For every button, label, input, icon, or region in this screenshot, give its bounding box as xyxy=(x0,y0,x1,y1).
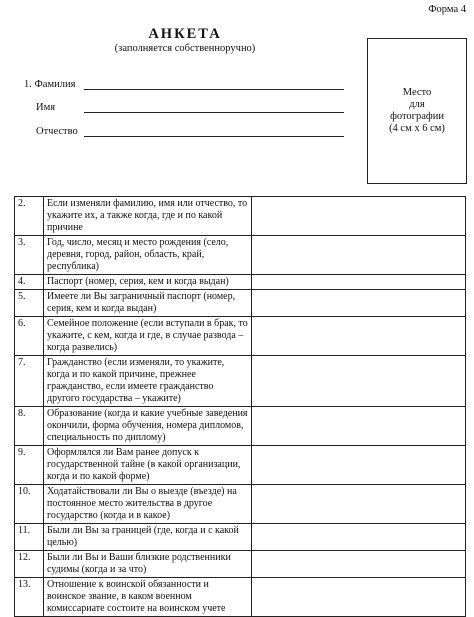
page-title: АНКЕТА xyxy=(148,26,222,42)
question-text: Если изменяли фамилию, имя или отчество, то укажите их, а также когда, где и по какой причине xyxy=(44,197,252,236)
name-label: Имя xyxy=(36,102,56,113)
answer-cell[interactable] xyxy=(252,197,466,236)
question-number: 3. xyxy=(15,236,44,275)
surname-label: 1. Фамилия xyxy=(24,79,76,90)
question-text: Семейное положение (если вступали в брак, то укажите, с кем, когда и где, в случае развода – когда развелись) xyxy=(44,317,252,356)
table-row xyxy=(15,356,466,407)
table-row xyxy=(15,275,466,290)
page-subtitle: (заполняется собственноручно) xyxy=(114,43,256,54)
patronymic-field[interactable] xyxy=(84,136,344,137)
table-row xyxy=(15,197,466,236)
table-row xyxy=(15,524,466,551)
surname-row xyxy=(24,76,344,92)
table-row xyxy=(15,446,466,485)
table-row xyxy=(15,578,466,617)
table-row xyxy=(15,236,466,275)
question-number: 13. xyxy=(15,578,44,617)
question-text: Имеете ли Вы заграничный паспорт (номер, серия, кем и когда выдан) xyxy=(44,290,252,317)
answer-cell[interactable] xyxy=(252,524,466,551)
answer-cell[interactable] xyxy=(252,275,466,290)
question-number: 12. xyxy=(15,551,44,578)
surname-field[interactable] xyxy=(84,89,344,90)
table-row xyxy=(15,407,466,446)
table-row xyxy=(15,290,466,317)
form-number: Форма 4 xyxy=(428,4,466,15)
photo-text-line1: Место xyxy=(402,87,432,98)
questionnaire-table xyxy=(14,196,466,617)
answer-cell[interactable] xyxy=(252,356,466,407)
question-text: Гражданство (если изменяли, то укажите, когда и по какой причине, прежнее гражданство, если имеете гражданство другого государства – укажите) xyxy=(44,356,252,407)
question-number: 6. xyxy=(15,317,44,356)
question-text: Оформлялся ли Вам ранее допуск к государственной тайне (в какой организации, когда и по какой форме) xyxy=(44,446,252,485)
table-row xyxy=(15,551,466,578)
photo-placeholder xyxy=(367,38,467,184)
table-row xyxy=(15,317,466,356)
answer-cell[interactable] xyxy=(252,578,466,617)
question-number: 9. xyxy=(15,446,44,485)
answer-cell[interactable] xyxy=(252,407,466,446)
question-text: Отношение к воинской обязанности и воинское звание, в каком военном комиссариате состоите на воинском учете xyxy=(44,578,252,617)
answer-cell[interactable] xyxy=(252,551,466,578)
patronymic-label: Отчество xyxy=(36,126,78,137)
question-number: 5. xyxy=(15,290,44,317)
question-text: Паспорт (номер, серия, кем и когда выдан) xyxy=(44,275,252,290)
name-row xyxy=(36,99,344,115)
question-number: 11. xyxy=(15,524,44,551)
question-number: 10. xyxy=(15,485,44,524)
photo-text-line2: для xyxy=(409,99,425,110)
patronymic-row xyxy=(36,123,344,139)
question-text: Образование (когда и какие учебные заведения окончили, форма обучения, номера дипломов, специальность по диплому) xyxy=(44,407,252,446)
answer-cell[interactable] xyxy=(252,236,466,275)
name-field[interactable] xyxy=(84,112,344,113)
photo-text-line4: (4 см х 6 см) xyxy=(389,123,445,134)
question-text: Были ли Вы и Ваши близкие родственники судимы (когда и за что) xyxy=(44,551,252,578)
question-number: 7. xyxy=(15,356,44,407)
answer-cell[interactable] xyxy=(252,290,466,317)
question-number: 2. xyxy=(15,197,44,236)
answer-cell[interactable] xyxy=(252,485,466,524)
question-number: 8. xyxy=(15,407,44,446)
question-text: Год, число, месяц и место рождения (село, деревня, город, район, область, край, республика) xyxy=(44,236,252,275)
table-row xyxy=(15,485,466,524)
answer-cell[interactable] xyxy=(252,317,466,356)
photo-text-line3: фотографии xyxy=(390,111,444,122)
question-number: 4. xyxy=(15,275,44,290)
question-text: Ходатайствовали ли Вы о выезде (въезде) на постоянное место жительства в другое государство (когда и в какое) xyxy=(44,485,252,524)
answer-cell[interactable] xyxy=(252,446,466,485)
question-text: Были ли Вы за границей (где, когда и с какой целью) xyxy=(44,524,252,551)
